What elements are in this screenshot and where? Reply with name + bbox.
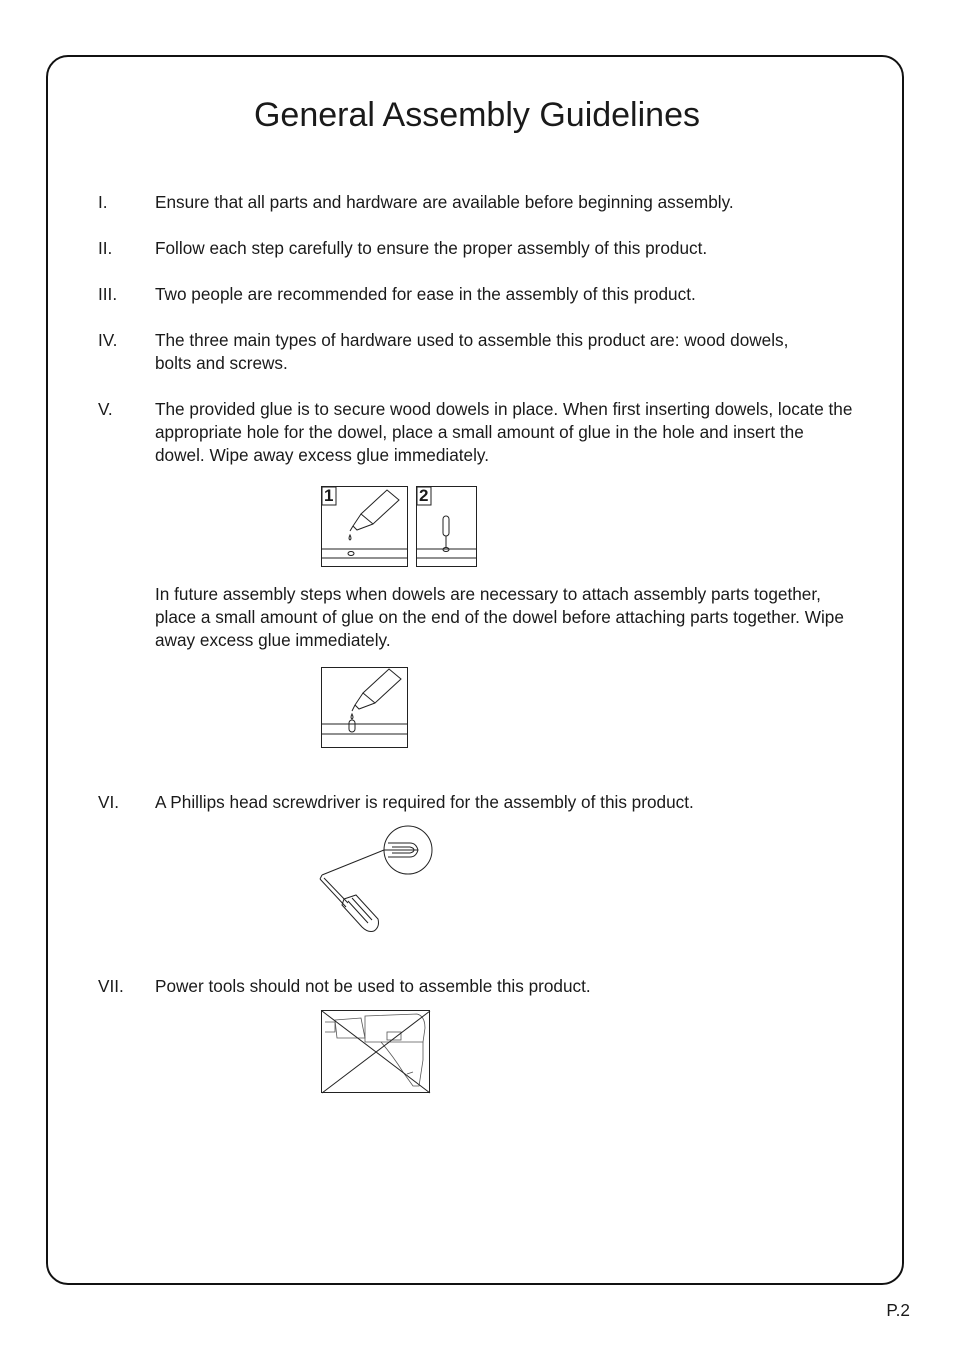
guideline-numeral: II. xyxy=(98,238,113,258)
guideline-numeral: VII. xyxy=(98,976,124,996)
guideline-numeral: IV. xyxy=(98,330,118,350)
glue-tube-icon xyxy=(321,486,409,568)
power-drill-prohibited-icon xyxy=(321,1010,431,1094)
guideline-text: Power tools should not be used to assemble this product. xyxy=(155,976,591,996)
guideline-numeral: VI. xyxy=(98,792,120,812)
glue-step-1-figure xyxy=(321,486,409,568)
glue-step-2-figure xyxy=(416,486,478,568)
glue-dowel-end-figure xyxy=(321,667,409,749)
guideline-text: Follow each step carefully to ensure the proper assembly of this product. xyxy=(155,238,708,258)
guideline-text: The three main types of hardware used to assemble this product are: wood dowels, bolts and screws. xyxy=(155,330,789,373)
guideline-numeral: V. xyxy=(98,399,113,419)
page-title: General Assembly Guidelines xyxy=(253,96,700,134)
guideline-text: Two people are recommended for ease in the assembly of this product. xyxy=(155,284,696,304)
phillips-screwdriver-icon xyxy=(318,823,438,935)
step-number: 1 xyxy=(324,486,334,505)
guideline-numeral: III. xyxy=(98,284,118,304)
no-power-tools-figure xyxy=(321,1010,431,1094)
page-number: P.2 xyxy=(886,1300,910,1320)
guideline-numeral: I. xyxy=(98,192,108,212)
dowel-glue-note: In future assembly steps when dowels are necessary to attach assembly parts together, place a small amount of glue on the end of the dowel before attaching parts together. Wipe away excess glue immediately. xyxy=(155,584,844,650)
step-number: 2 xyxy=(419,486,429,505)
guideline-text: The provided glue is to secure wood dowels in place. When first inserting dowels, locate the appropriate hole for the dowel, place a small amount of glue in the hole and insert the dowel. Wipe away excess glue immediately. xyxy=(155,399,853,465)
screwdriver-figure xyxy=(318,823,438,935)
glue-tube-icon xyxy=(321,667,409,749)
guideline-text: Ensure that all parts and hardware are available before beginning assembly. xyxy=(155,192,734,212)
guideline-text: A Phillips head screwdriver is required for the assembly of this product. xyxy=(155,792,694,812)
